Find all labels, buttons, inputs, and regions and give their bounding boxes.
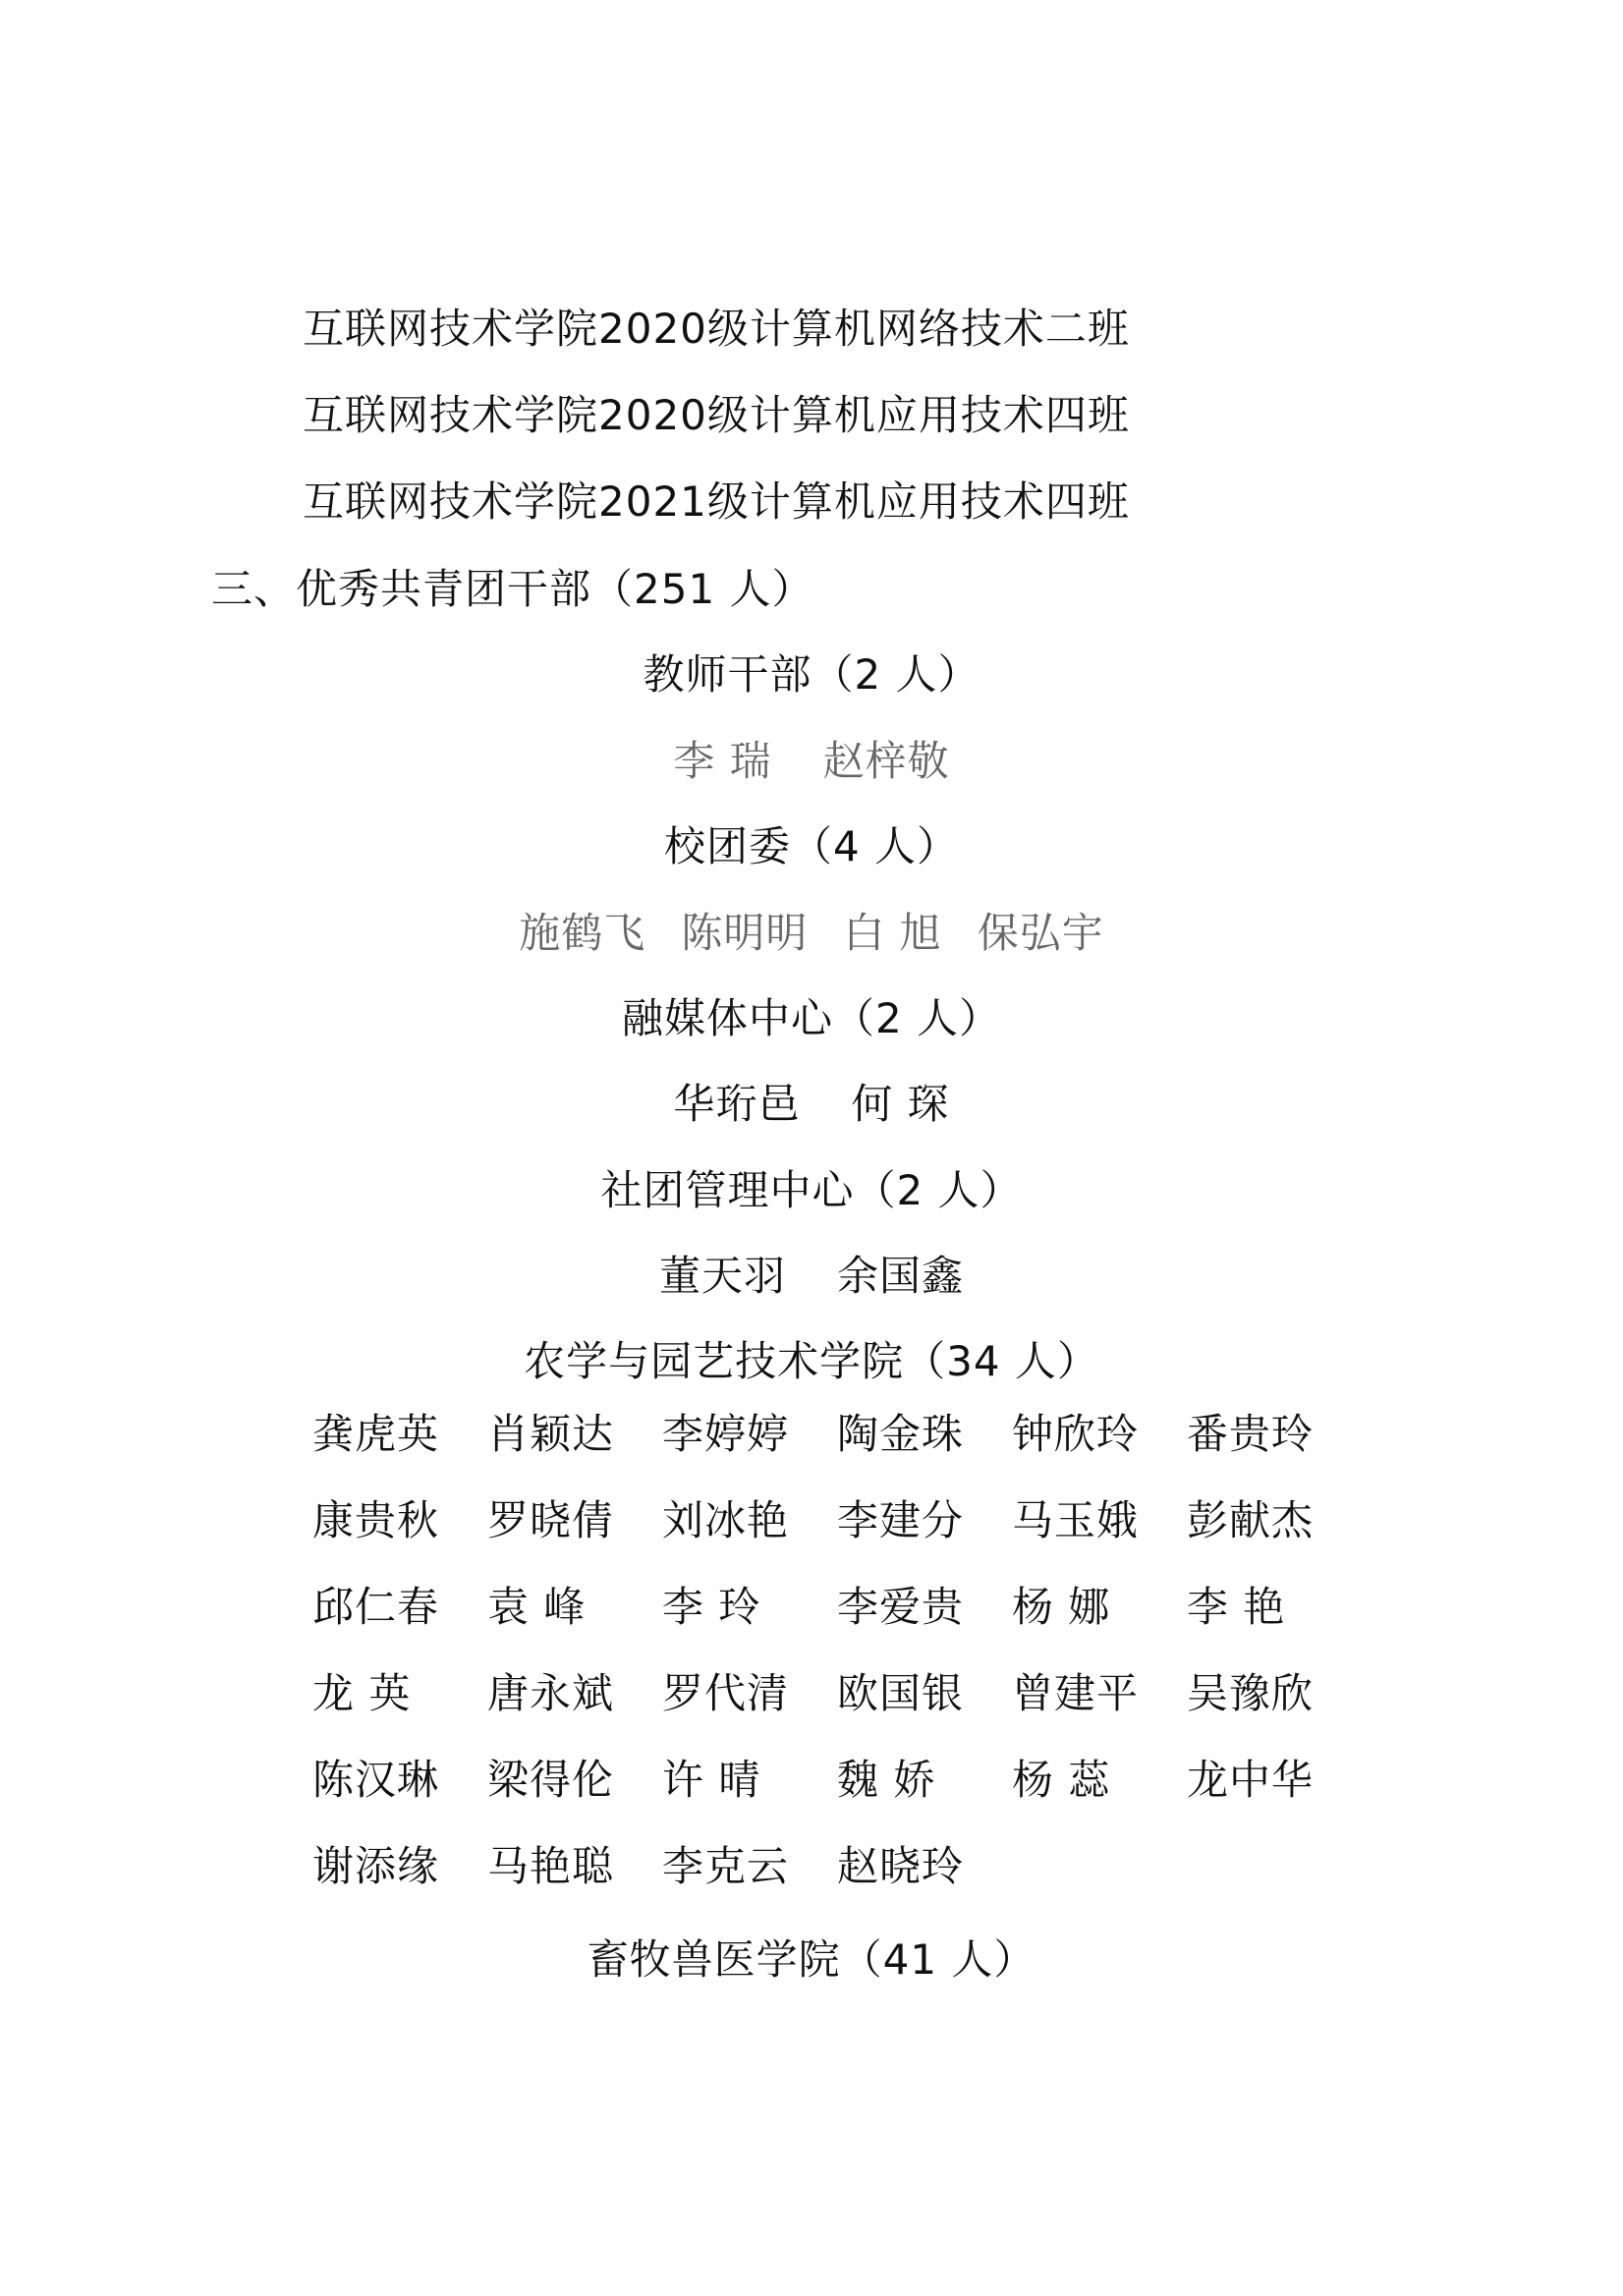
name-row [312, 1751, 1362, 1837]
name: 陈明明 [681, 909, 809, 957]
class-line-2: 互联网技术学院2020级计算机应用技术四班 [303, 391, 1130, 439]
name: 马艳聪 [487, 1842, 615, 1890]
name: 赵晓玲 [837, 1842, 965, 1890]
name-row [312, 1664, 1362, 1751]
group-title-teachers: 教师干部（2 人） [643, 650, 980, 699]
name: 欧国银 [837, 1669, 965, 1717]
name: 吴豫欣 [1187, 1669, 1315, 1717]
name: 罗晓倩 [487, 1496, 615, 1544]
group-title-agri: 农学与园艺技术学院（34 人） [524, 1337, 1099, 1385]
name: 赵梓敬 [822, 737, 950, 785]
name: 李建分 [837, 1496, 965, 1544]
name: 李 艳 [1187, 1583, 1286, 1631]
name: 李克云 [662, 1842, 790, 1890]
name: 康贵秋 [312, 1496, 440, 1544]
name: 施鹤飞 [519, 909, 646, 957]
name: 刘冰艳 [662, 1496, 790, 1544]
name: 龙中华 [1187, 1756, 1315, 1804]
name: 袁 峰 [487, 1583, 587, 1631]
name: 白 旭 [843, 909, 942, 957]
name: 曾建平 [1012, 1669, 1140, 1717]
class-line-1: 互联网技术学院2020级计算机网络技术二班 [303, 305, 1130, 353]
name: 李 瑞 [673, 737, 772, 785]
names-club-center [0, 1247, 1623, 1306]
name: 肖颖达 [487, 1410, 615, 1458]
class-line-3: 互联网技术学院2021级计算机应用技术四班 [303, 477, 1130, 526]
names-teachers [0, 732, 1623, 791]
name-row [312, 1491, 1362, 1578]
name: 番贵玲 [1187, 1410, 1315, 1458]
name: 余国鑫 [837, 1252, 965, 1300]
name: 陶金珠 [837, 1410, 965, 1458]
section-title: 三、优秀共青团干部（251 人） [211, 565, 814, 613]
name-row [312, 1837, 1362, 1924]
name: 谢添缘 [312, 1842, 440, 1890]
name: 杨 蕊 [1012, 1756, 1111, 1804]
name: 华珩邑 [673, 1080, 801, 1128]
names-school-league [0, 904, 1623, 963]
name: 钟欣玲 [1012, 1410, 1140, 1458]
name: 李 玲 [662, 1583, 761, 1631]
group-title-school-league: 校团委（4 人） [663, 822, 960, 870]
group-title-vet: 畜牧兽医学院（41 人） [587, 1935, 1036, 1984]
name: 何 琛 [851, 1080, 950, 1128]
name: 马玉娥 [1012, 1496, 1140, 1544]
group-title-media-center: 融媒体中心（2 人） [621, 994, 1002, 1042]
name: 魏 娇 [837, 1756, 936, 1804]
name: 董天羽 [658, 1252, 786, 1300]
name: 陈汉琳 [312, 1756, 440, 1804]
name: 龚虎英 [312, 1410, 440, 1458]
names-grid-agri [312, 1405, 1362, 1924]
name: 罗代清 [662, 1669, 790, 1717]
name: 李婷婷 [662, 1410, 790, 1458]
name: 彭献杰 [1187, 1496, 1315, 1544]
name-row [312, 1578, 1362, 1664]
name: 龙 英 [312, 1669, 412, 1717]
name: 唐永斌 [487, 1669, 615, 1717]
name: 梁得伦 [487, 1756, 615, 1804]
name: 保弘宇 [977, 909, 1104, 957]
name: 许 晴 [662, 1756, 761, 1804]
name: 杨 娜 [1012, 1583, 1111, 1631]
name-row [312, 1405, 1362, 1491]
name: 李爱贵 [837, 1583, 965, 1631]
name: 邱仁春 [312, 1583, 440, 1631]
group-title-club-center: 社团管理中心（2 人） [600, 1166, 1023, 1214]
names-media-center [0, 1075, 1623, 1134]
